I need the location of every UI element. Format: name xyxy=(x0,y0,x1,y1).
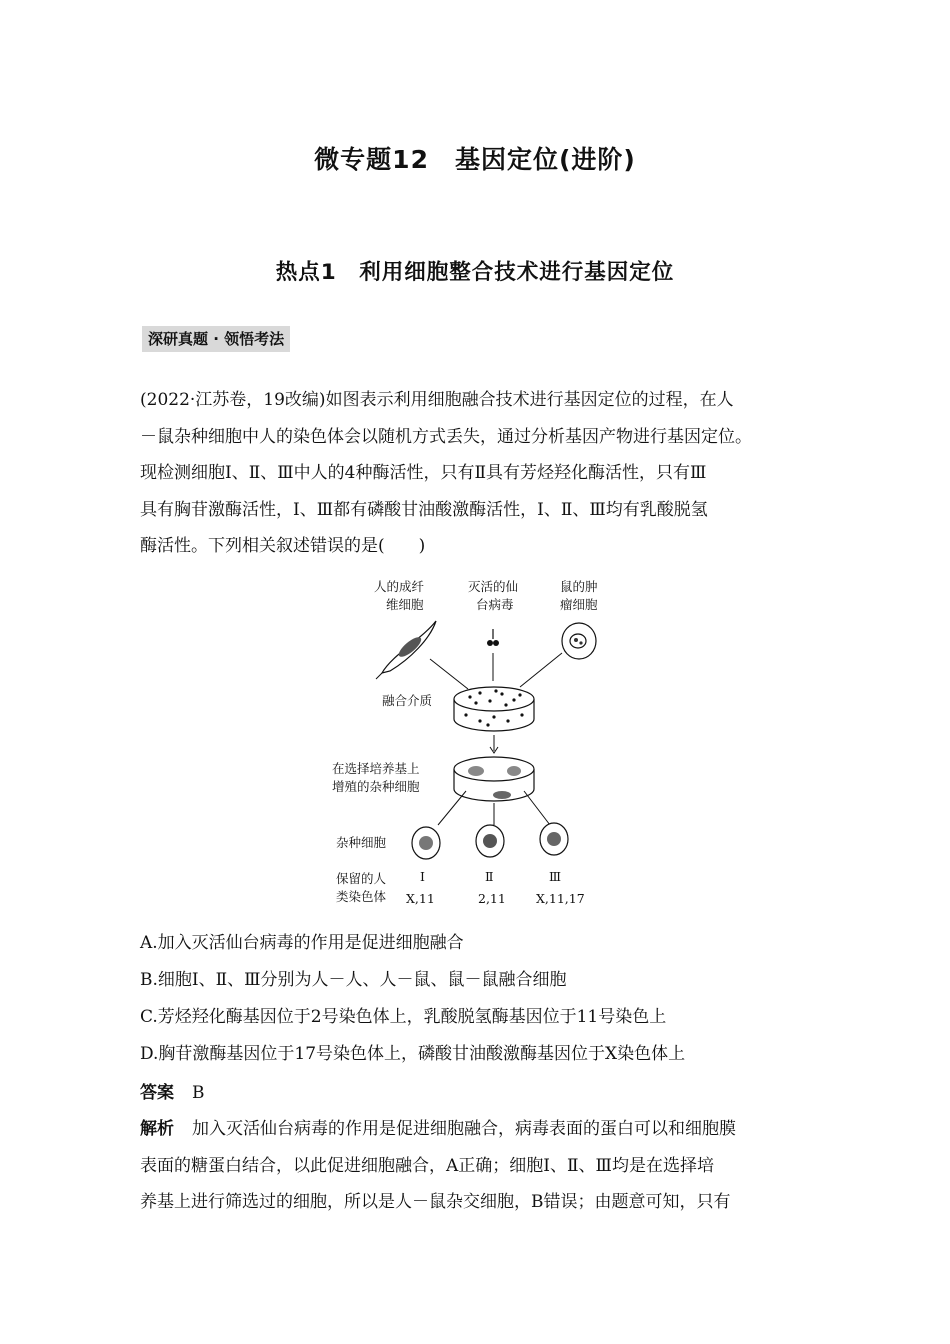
label-retained-chromosomes: 保留的人 xyxy=(336,871,387,886)
analysis-line: 表面的糖蛋白结合，以此促进细胞融合，A正确；细胞Ⅰ、Ⅱ、Ⅲ均是在选择培 xyxy=(140,1155,714,1176)
question-line: (2022·江苏卷，19改编)如图表示利用细胞融合技术进行基因定位的过程，在人 xyxy=(140,390,734,410)
label-selection-medium: 在选择培养基上 xyxy=(332,761,420,776)
question-stem xyxy=(140,382,816,565)
option-a: A.加入灭活仙台病毒的作用是促进细胞融合 xyxy=(140,933,464,953)
fusion-dish-icon xyxy=(454,687,534,731)
option-d: D.胸苷激酶基因位于17号染色体上，磷酸甘油酸激酶基因位于X染色体上 xyxy=(140,1044,686,1064)
question-line: －鼠杂种细胞中人的染色体会以随机方式丢失，通过分析基因产物进行基因定位。 xyxy=(140,426,752,447)
option-b: B.细胞Ⅰ、Ⅱ、Ⅲ分别为人－人、人－鼠、鼠－鼠融合细胞 xyxy=(140,970,567,990)
label-hybrid-cell: 杂种细胞 xyxy=(336,835,387,850)
selection-dish-icon xyxy=(454,757,534,801)
cell-numeral: Ⅱ xyxy=(485,869,494,884)
label-virus: 台病毒 xyxy=(476,597,514,612)
cell-numeral: Ⅲ xyxy=(549,869,562,884)
analysis-label: 解析 xyxy=(140,1119,174,1139)
question-line: 现检测细胞Ⅰ、Ⅱ、Ⅲ中人的4种酶活性，只有Ⅱ具有芳烃羟化酶活性，只有Ⅲ xyxy=(140,463,707,483)
analysis-text: 加入灭活仙台病毒的作用是促进细胞融合，病毒表面的蛋白可以和细胞膜 xyxy=(192,1119,736,1139)
answer xyxy=(140,1075,205,1111)
page-title: 微专题12 基因定位(进阶) xyxy=(314,145,636,174)
analysis-line: 养基上进行筛选过的细胞，所以是人－鼠杂交细胞，B错误；由题意可知，只有 xyxy=(140,1192,731,1212)
answer-value: B xyxy=(192,1083,205,1103)
cell-fusion-figure xyxy=(330,575,620,915)
analysis xyxy=(140,1111,820,1221)
label-virus: 灭活的仙 xyxy=(468,579,519,594)
label-human-cell: 维细胞 xyxy=(386,597,424,612)
cell-chromosomes: 2,11 xyxy=(478,891,506,906)
answer-options xyxy=(140,925,685,1073)
label-human-cell: 人的成纤 xyxy=(374,579,425,594)
mouse-tumor-cell-icon xyxy=(562,623,596,659)
label-mouse-cell: 鼠的肿 xyxy=(560,579,598,594)
hybrid-cell-icon xyxy=(476,825,504,857)
fibroblast-icon xyxy=(376,621,436,679)
analysis-line xyxy=(140,1111,820,1148)
label-selection-medium: 增殖的杂种细胞 xyxy=(332,779,420,794)
question-line: 具有胸苷激酶活性，Ⅰ、Ⅲ都有磷酸甘油酸激酶活性，Ⅰ、Ⅱ、Ⅲ均有乳酸脱氢 xyxy=(140,499,708,520)
hybrid-cell-icon xyxy=(412,827,440,859)
section-tag: 深研真题 · 领悟考法 xyxy=(142,326,290,352)
label-retained-chromosomes: 类染色体 xyxy=(336,889,387,904)
option-c: C.芳烃羟化酶基因位于2号染色体上，乳酸脱氢酶基因位于11号染色上 xyxy=(140,1007,667,1027)
virus-icon xyxy=(487,629,499,646)
cell-numeral: Ⅰ xyxy=(420,869,425,884)
hybrid-cell-icon xyxy=(540,823,568,855)
cell-chromosomes: X,11,17 xyxy=(536,891,585,906)
cell-chromosomes: X,11 xyxy=(406,891,435,906)
answer-label: 答案 xyxy=(140,1083,174,1103)
section-subtitle: 热点1 利用细胞整合技术进行基因定位 xyxy=(275,260,675,285)
label-fusion-medium: 融合介质 xyxy=(382,693,433,708)
question-line: 酶活性。下列相关叙述错误的是( ) xyxy=(140,536,426,556)
label-mouse-cell: 瘤细胞 xyxy=(560,597,598,612)
